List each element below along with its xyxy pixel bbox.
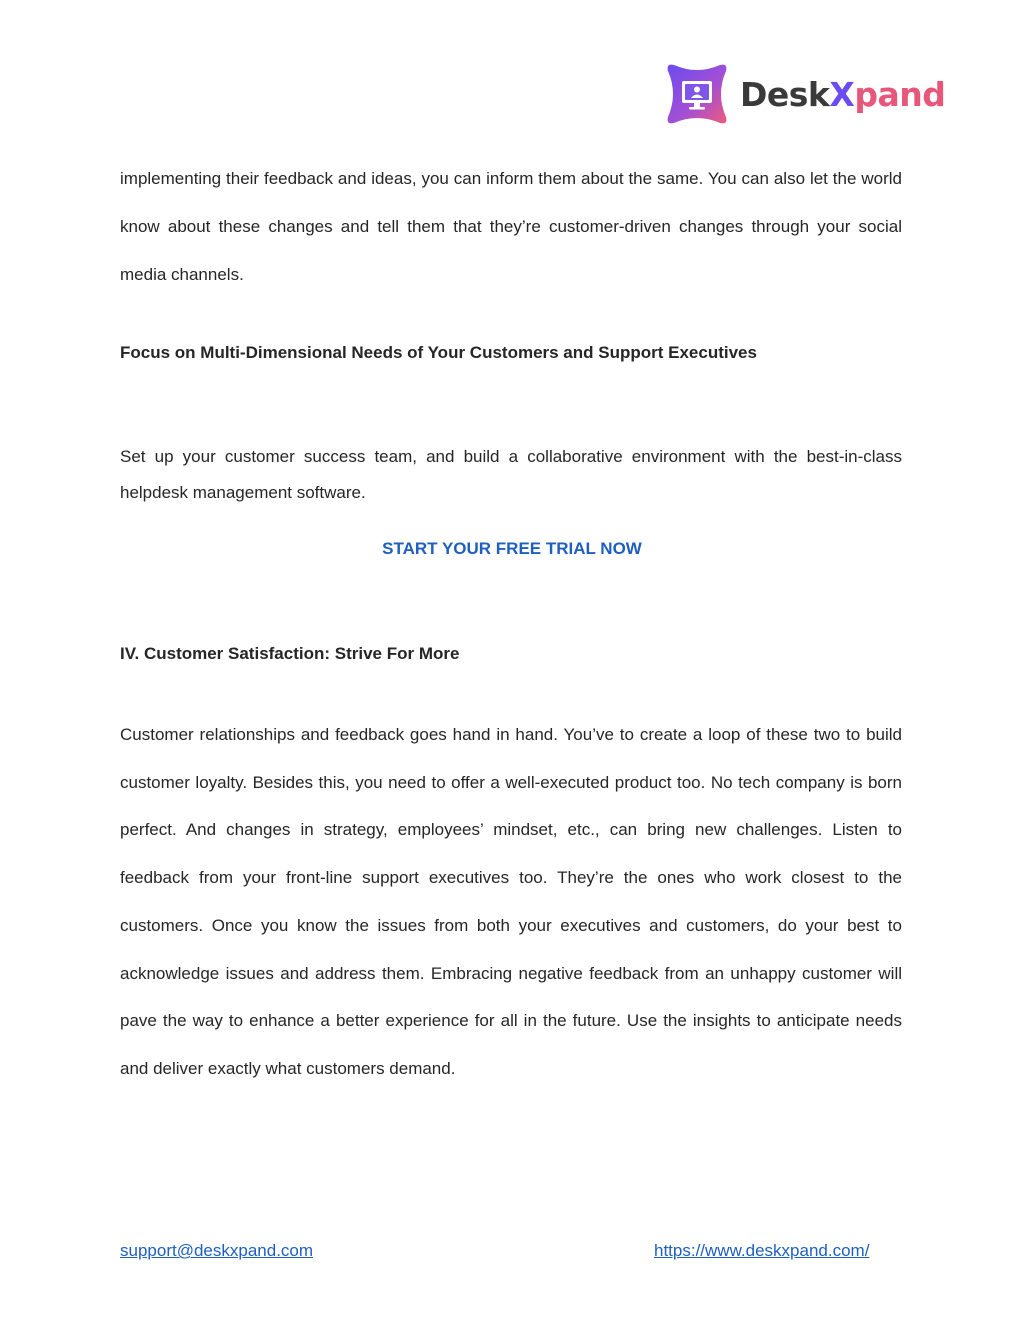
start-free-trial-link[interactable]: START YOUR FREE TRIAL NOW (382, 539, 642, 558)
brand-name-x: X (829, 74, 855, 114)
website-link[interactable]: https://www.deskxpand.com/ (654, 1241, 870, 1260)
brand-name-desk: Desk (740, 74, 830, 114)
section-heading-customer-satisfaction: IV. Customer Satisfaction: Strive For More (120, 644, 460, 663)
monitor-person-logo-icon (664, 61, 730, 127)
section-heading-multi-dimensional: Focus on Multi-Dimensional Needs of Your Customers and Support Executives (120, 343, 757, 362)
support-email-link[interactable]: support@deskxpand.com (120, 1241, 314, 1260)
brand-wordmark (740, 74, 946, 114)
brand-logo (664, 60, 945, 128)
brand-name-pand: pand (854, 74, 946, 114)
customer-satisfaction-paragraph: Customer relationships and feedback goes hand in hand. You’ve to create a loop of these two to build customer loyalty. Besides this, you need to offer a well-executed product too. No tech company is born perfect. And changes in strategy, employees’ mindset, etc., can bring new challenges. Listen to feedback from your front-line support executives too. They’re the ones who work closest to the customers. Once you know the issues from both your executives and customers, do your best to acknowledge issues and address them. Embracing negative feedback from an unhappy customer will pave the way to enhance a better experience for all in the future. Use the insights to anticipate needs and deliver exactly what customers demand. (120, 725, 902, 1078)
intro-paragraph: implementing their feedback and ideas, you can inform them about the same. You can also let the world know about these changes and tell them that they’re customer-driven changes through your social media channels. (120, 169, 902, 284)
customer-success-paragraph: Set up your customer success team, and build a collaborative environment with the best-in-class helpdesk management software. (120, 447, 902, 502)
